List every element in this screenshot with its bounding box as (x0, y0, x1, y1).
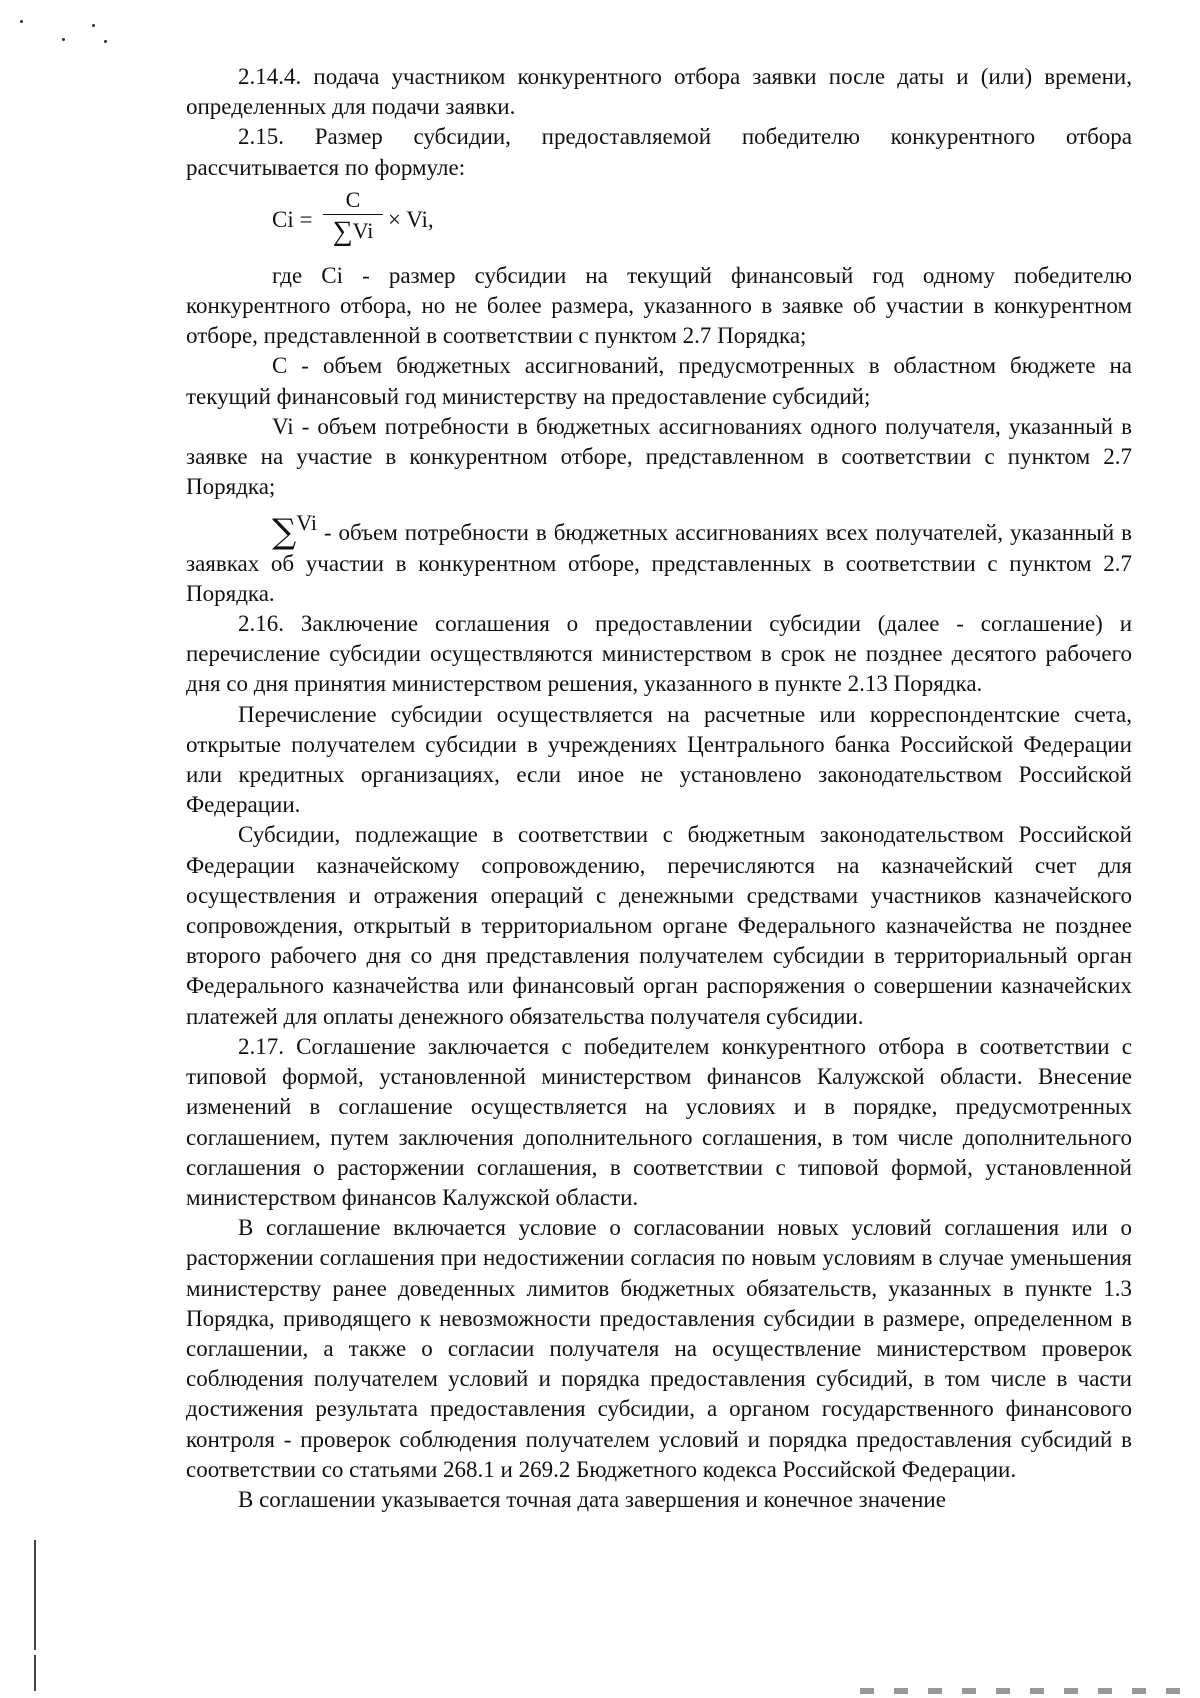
definition-c: С - объем бюджетных ассигнований, предусмотренных в областном бюджете на текущий финансовый год министерству на предоставление субсидий; (186, 353, 1132, 409)
sigma-symbol: ∑ (272, 512, 297, 553)
definition-sum-text: - объем потребности в бюджетных ассигнованиях всех получателей, указанный в заявках об участии в конкурентном отборе, представленных в соответствии с пунктом 2.7 Порядка. (186, 520, 1132, 606)
definition-vi: Vi - объем потребности в бюджетных ассигнованиях одного получателя, указанный в заявке на участие в конкурентном отборе, представленном в соответствии с пунктом 2.7 Порядка; (186, 413, 1132, 500)
formula-fraction (323, 187, 383, 246)
subsidy-formula (186, 187, 1132, 253)
paragraph-last: В соглашении указывается точная дата завершения и конечное значение (238, 1486, 946, 1512)
formula-denominator-var: Vi (352, 217, 374, 243)
scan-speck (104, 40, 107, 43)
clause-2-14-4: 2.14.4. подача участником конкурентного отбора заявки после даты и (или) времени, определенных для подачи заявки. (186, 64, 1132, 120)
scan-edge-line (34, 1655, 36, 1691)
scan-edge-line (34, 1540, 36, 1650)
clause-2-17: 2.17. Соглашение заключается с победителем конкурентного отбора в соответствии с типовой формой, установленной министерством финансов Калужской области. Внесение изменений в соглашение осуществляется на условиях и в порядке, предусмотренных соглашением, путем заключения дополнительного соглашения, в том числе дополнительного соглашения о расторжении соглашения, в соответствии с типовой формой, установленной министерством финансов Калужской области. (186, 1033, 1132, 1210)
formula-lhs: Ci = (272, 206, 313, 232)
formula-rhs: × Vi, (388, 206, 434, 232)
sum-var: Vi (296, 510, 317, 536)
definition-ci: где Ci - размер субсидии на текущий финансовый год одному победителю конкурентного отбора, но не более размера, указанного в заявке об участии в конкурентном отборе, представленной в соответствии с пунктом 2.7 Порядка; (186, 262, 1132, 349)
document-body (186, 62, 1132, 1515)
scan-speck (20, 20, 23, 23)
paragraph-transfer: Перечисление субсидии осуществляется на расчетные или корреспондентские счета, открытые получателем субсидии в учреждениях Центрального банка Российской Федерации или кредитных организациях, если иное не установлено законодательством Российской Федерации. (186, 701, 1132, 818)
paragraph-treasury: Субсидии, подлежащие в соответствии с бюджетным законодательством Российской Федерации казначейскому сопровождению, перечисляются на казначейский счет для осуществления и отражения операций с денежными средствами участников казначейского сопровождения, открытый в территориальном органе Федерального казначейства не позднее второго рабочего дня со дня представления получателем субсидии в территориальный орган Федерального казначейства или финансовый орган распоряжения о совершении казначейских платежей для оплаты денежного обязательства получателя субсидии. (186, 822, 1132, 1029)
formula-denominator (323, 217, 383, 246)
scan-speck (92, 24, 95, 27)
clause-2-16: 2.16. Заключение соглашения о предоставлении субсидии (далее - соглашение) и перечисление субсидии осуществляются министерством в срок не позднее десятого рабочего дня со дня принятия министерством решения, указанного в пункте 2.13 Порядка. (186, 611, 1132, 697)
formula-numerator: С (345, 186, 361, 212)
paragraph-agreement-terms: В соглашение включается условие о согласовании новых условий соглашения или о расторжении соглашения при недостижении согласия по новым условиям в случае уменьшения министерству ранее доведенных лимитов бюджетных обязательств, указанных в пункте 1.3 Порядка, приводящего к невозможности предоставления субсидии в размере, определенном в соглашении, а также о согласии получателя на осуществление министерством проверок соблюдения получателем условий и порядка предоставления субсидий, в том числе в части достижения результата предоставления субсидии, а органом государственного финансового контроля - проверок соблюдения получателем условий и порядка предоставления субсидий в соответствии со статьями 268.1 и 269.2 Бюджетного кодекса Российской Федерации. (186, 1215, 1132, 1482)
sigma-symbol: ∑ (332, 215, 353, 247)
fraction-bar (323, 214, 383, 215)
clause-2-15: 2.15. Размер субсидии, предоставляемой победителю конкурентного отбора рассчитывается по формуле: (186, 124, 1132, 180)
scan-footer-artifact (860, 1688, 1190, 1694)
definition-sum-vi (186, 508, 1132, 609)
scan-speck (62, 38, 65, 41)
